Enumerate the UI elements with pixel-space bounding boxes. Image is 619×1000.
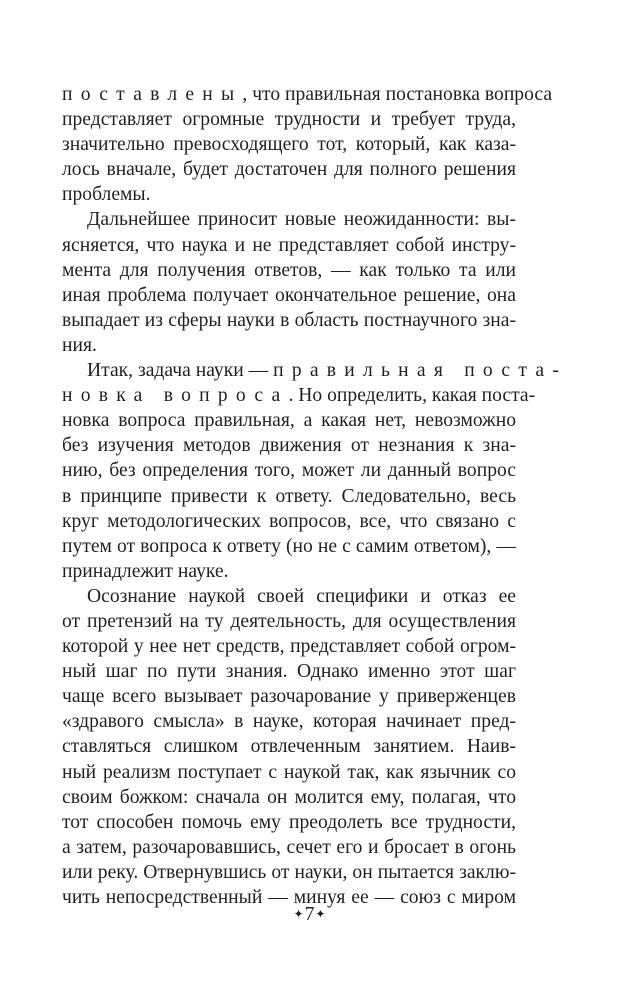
text-line bbox=[62, 760, 516, 785]
text-span: принадлежит науке. bbox=[62, 560, 229, 582]
text-line bbox=[62, 458, 516, 483]
paragraph bbox=[62, 358, 568, 584]
text-span: путем от вопроса к ответу (но не с самим ответом), — bbox=[62, 535, 516, 557]
text-line bbox=[62, 810, 516, 835]
emphasized-text: поставлены bbox=[62, 84, 243, 105]
text-span: ния. bbox=[62, 334, 97, 356]
text-line bbox=[62, 157, 516, 182]
text-line bbox=[62, 233, 516, 258]
text-span: лось вначале, будет достаточен для полного решения bbox=[62, 159, 516, 181]
text-line bbox=[62, 534, 516, 559]
text-line bbox=[62, 107, 516, 132]
text-span: Дальнейшее приносит новые неожиданности: вы- bbox=[87, 209, 516, 231]
text-span: чить непосредственный — минуя ее — союз с миром bbox=[62, 887, 516, 908]
text-span: проблемы. bbox=[62, 184, 151, 206]
text-span: тот способен помочь ему преодолеть все трудности, bbox=[62, 811, 516, 833]
paragraph bbox=[62, 207, 516, 358]
emphasized-text: новка вопроса bbox=[62, 385, 289, 407]
text-line bbox=[62, 509, 516, 534]
text-line bbox=[62, 433, 516, 458]
text-line bbox=[62, 333, 516, 358]
text-span: . Но определить, какая поста- bbox=[288, 385, 536, 407]
text-span: Итак, задача науки — bbox=[87, 360, 274, 382]
text-line bbox=[62, 835, 516, 860]
text-line bbox=[62, 207, 516, 232]
text-span: а затем, разочаровавшись, сечет его и бросает в огонь bbox=[62, 836, 516, 858]
text-line bbox=[62, 734, 516, 759]
text-span: от претензий на ту деятельность, для осуществления bbox=[62, 610, 516, 632]
page-number-footer bbox=[0, 903, 619, 928]
text-span: представляет огромные трудности и требует труда, bbox=[62, 109, 516, 131]
text-line bbox=[62, 609, 516, 634]
page-number: 7 bbox=[304, 904, 315, 925]
text-span: нию, без определения того, может ли данный вопрос bbox=[62, 460, 516, 482]
text-line bbox=[62, 408, 516, 433]
text-line bbox=[62, 358, 568, 383]
text-line bbox=[62, 634, 516, 659]
body-text bbox=[62, 82, 568, 910]
text-span: ясняется, что наука и не представляет собой инстру- bbox=[62, 234, 516, 256]
text-span: в принципе привести к ответу. Следовательно, весь bbox=[62, 485, 516, 507]
paragraph bbox=[62, 584, 516, 910]
paragraph bbox=[62, 82, 553, 207]
text-span: ставляться слишком отвлеченным занятием. Наив- bbox=[62, 736, 516, 758]
text-span: чаще всего вызывает разочарование у приверженцев bbox=[62, 686, 516, 708]
text-span: выпадает из сферы науки в область постнаучного зна- bbox=[62, 309, 516, 331]
text-line bbox=[62, 659, 516, 684]
text-line bbox=[62, 559, 516, 584]
text-span: значительно превосходящего тот, который, как каза- bbox=[62, 134, 516, 156]
text-span: ный шаг по пути знания. Однако именно этот шаг bbox=[62, 661, 516, 683]
ornament-left-icon: ✦ bbox=[293, 906, 304, 921]
text-span: круг методологических вопросов, все, что связано с bbox=[62, 510, 516, 532]
text-line bbox=[62, 308, 516, 333]
text-line bbox=[62, 258, 516, 283]
ornament-right-icon: ✦ bbox=[315, 906, 326, 921]
text-line bbox=[62, 860, 516, 885]
text-span: новка вопроса правильная, а какая нет, невозможно bbox=[62, 410, 516, 432]
text-span: , что правильная постановка вопроса bbox=[242, 84, 553, 105]
text-span: без изучения методов движения от незнания к зна- bbox=[62, 435, 516, 457]
text-span: ный реализм поступает с наукой так, как язычник со bbox=[62, 761, 516, 783]
text-line bbox=[62, 709, 516, 734]
text-span: или реку. Отвернувшись от науки, он пытается заклю- bbox=[62, 861, 516, 883]
text-line bbox=[62, 82, 553, 107]
text-line bbox=[62, 132, 516, 157]
text-span: мента для получения ответов, — как только та или bbox=[62, 259, 516, 281]
text-span: своим божком: сначала он молится ему, полагая, что bbox=[62, 786, 516, 808]
text-line bbox=[62, 283, 516, 308]
text-span: которой у нее нет средств, представляет собой огром- bbox=[62, 636, 516, 658]
text-span: «здравого смысла» в науке, которая начинает пред- bbox=[62, 711, 516, 733]
text-line bbox=[62, 684, 516, 709]
text-line bbox=[62, 182, 516, 207]
emphasized-text: правильная поста- bbox=[273, 360, 568, 382]
text-span: иная проблема получает окончательное решение, она bbox=[62, 284, 516, 306]
text-line bbox=[62, 584, 516, 609]
text-line bbox=[62, 785, 516, 810]
text-line bbox=[62, 484, 516, 509]
text-line bbox=[62, 383, 536, 408]
text-span: Осознание наукой своей специфики и отказ ее bbox=[87, 585, 516, 607]
